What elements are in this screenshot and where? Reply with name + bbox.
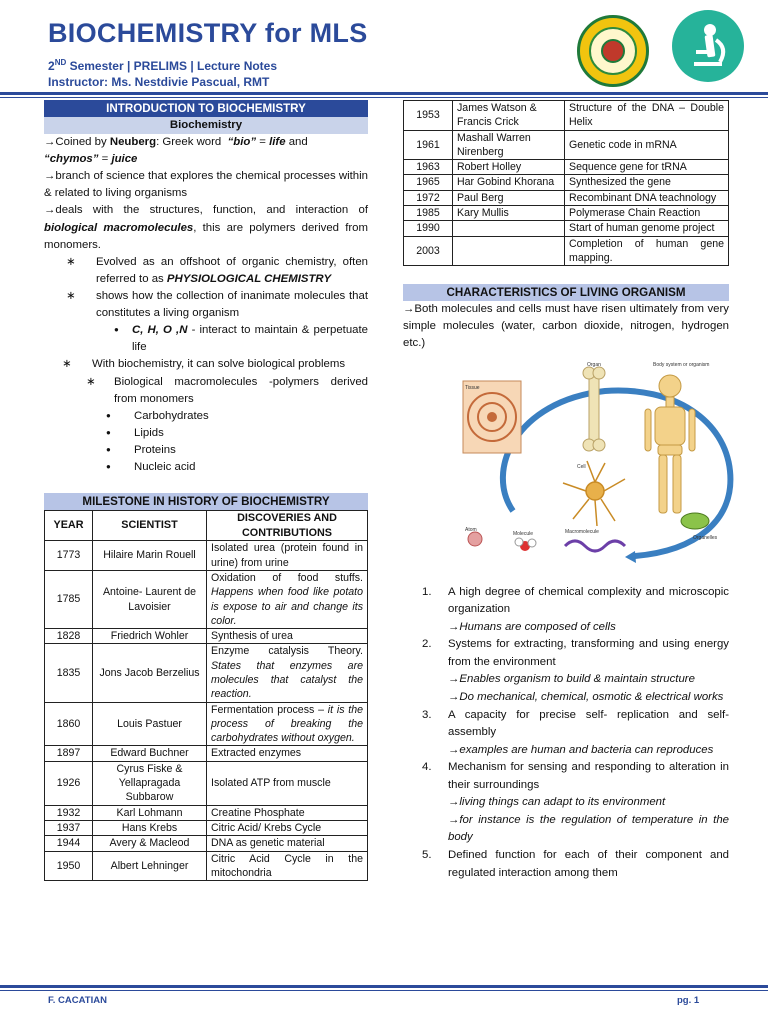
cycle-arrow-arc [503, 390, 731, 555]
list-item [403, 584, 729, 619]
list-item-note: →Humans are composed of cells [448, 620, 616, 633]
item-text: Systems for extracting, transforming and using energy from the environment [448, 638, 729, 668]
characteristics-list [403, 584, 729, 883]
cell-scientist: Antoine- Laurent de Lavoisier [93, 570, 207, 628]
table-row [45, 541, 368, 571]
cell-discovery: Structure of the DNA – Double Helix [565, 101, 729, 131]
item-number: 1. [422, 585, 432, 598]
cell-year: 1972 [404, 190, 453, 205]
figure-label-macromolecule: Macromolecule [565, 528, 599, 535]
levels-of-organization-illustration [455, 361, 745, 576]
section-heading-milestones: MILESTONE IN HISTORY OF BIOCHEMISTRY [44, 493, 368, 510]
cell-scientist: Karl Lohmann [93, 805, 207, 820]
cell-year: 1950 [45, 851, 93, 881]
table-row [404, 221, 729, 236]
figure-label-organelles: Organelles [693, 534, 718, 541]
cell-discovery: Extracted enzymes [207, 746, 368, 761]
cell-discovery: Sequence gene for tRNA [565, 160, 729, 175]
organelle-icon [681, 513, 709, 529]
list-item: ● Lipids [106, 426, 164, 439]
footer-rule [0, 985, 768, 988]
macromolecule-list [44, 408, 368, 476]
page-title: BIOCHEMISTRY for MLS [48, 18, 368, 48]
col-scientist-header: SCIENTIST [93, 511, 207, 541]
table-row [45, 761, 368, 805]
cell-year: 1985 [404, 206, 453, 221]
item-number: 2. [422, 638, 432, 651]
item-text: A capacity for precise self- replication and self-assembly [448, 708, 729, 739]
cell-discovery: Isolated ATP from muscle [207, 761, 368, 805]
milestone-table-right [403, 100, 729, 266]
cell-year: 1937 [45, 820, 93, 835]
cell-icon [563, 461, 625, 526]
section-heading-characteristics: CHARACTERISTICS OF LIVING ORGANISM [403, 284, 729, 301]
table-row [404, 190, 729, 205]
cell-year: 1944 [45, 836, 93, 851]
list-item: ● Nucleic acid [106, 461, 196, 474]
bullet-evolved: ∗ Evolved as an offshoot of organic chemistry, often referred to as PHYSIOLOGICAL CHEMISTRY [66, 255, 368, 285]
item-number: 5. [422, 849, 432, 862]
header-rule [0, 92, 768, 95]
list-item-note: →living things can adapt to its environment [448, 796, 666, 809]
item-number: 4. [422, 761, 432, 774]
item-text: Defined function for each of their component and regulated interaction among them [448, 849, 729, 879]
table-row [45, 836, 368, 851]
figure-label-atom: Atom [465, 526, 477, 533]
col-discoveries-header: DISCOVERIES AND CONTRIBUTIONS [207, 511, 368, 541]
section-heading-intro: INTRODUCTION TO BIOCHEMISTRY [44, 100, 368, 117]
list-item [403, 759, 729, 794]
cell-year: 1773 [45, 541, 93, 571]
table-row [404, 130, 729, 160]
cell-scientist: Jons Jacob Berzelius [93, 644, 207, 702]
levels-of-organization-figure [455, 361, 745, 576]
table-row [404, 206, 729, 221]
list-item-note: →examples are human and bacteria can reproduces [448, 743, 714, 756]
cell-discovery: Recombinant DNA teachnology [565, 190, 729, 205]
intro-paragraph-coined: →Coined by Neuberg: Greek word “bio” = life and “chymos” = juice [44, 136, 308, 166]
cell-discovery: Start of human genome project [565, 221, 729, 236]
cell-year: 1860 [45, 702, 93, 746]
figure-label-cell: Cell [577, 463, 586, 470]
cell-scientist: James Watson & Francis Crick [453, 101, 565, 131]
cell-year: 1965 [404, 175, 453, 190]
subheading-biochemistry: Biochemistry [44, 117, 368, 134]
atom-icon [468, 532, 482, 546]
cell-scientist: Hilaire Marin Rouell [93, 541, 207, 571]
header-rule-thin [0, 97, 768, 98]
list-item [403, 847, 729, 882]
cell-scientist: Albert Lehninger [93, 851, 207, 881]
table-row [45, 629, 368, 644]
cell-discovery: Synthesis of urea [207, 629, 368, 644]
cell-scientist: Cyrus Fiske & Yellapragada Subbarow [93, 761, 207, 805]
bullet-solve: ∗ With biochemistry, it can solve biological problems [62, 358, 346, 371]
item-text: Mechanism for sensing and responding to alteration in their surroundings [448, 761, 729, 791]
cell-scientist [453, 221, 565, 236]
cell-year: 1932 [45, 805, 93, 820]
figure-label-organism: Body system or organism [653, 361, 710, 368]
list-item-note: →Enables organism to build & maintain structure [448, 673, 695, 686]
header-subtitle [48, 58, 277, 90]
cell-discovery: Citric Acid Cycle in the mitochondria [207, 851, 368, 881]
cell-scientist: Avery & Macleod [93, 836, 207, 851]
characteristics-intro: →Both molecules and cells must have risen ultimately from very simple molecules (water, carbon dioxide, nitrogen, hydrogen etc.) [403, 303, 729, 350]
list-item [403, 707, 729, 742]
microscope-logo-icon [672, 10, 744, 82]
cell-discovery: DNA as genetic material [207, 836, 368, 851]
table-row [45, 702, 368, 746]
cell-year: 1990 [404, 221, 453, 236]
cell-discovery: Isolated urea (protein found in urine) from urine [207, 541, 368, 571]
table-row [45, 644, 368, 702]
macromolecule-icon [565, 541, 625, 551]
cell-scientist: Kary Mullis [453, 206, 565, 221]
milestone-table-left [44, 510, 368, 881]
cell-year: 1953 [404, 101, 453, 131]
bone-organ-icon [589, 371, 599, 446]
cell-year: 1926 [45, 761, 93, 805]
cell-scientist [453, 236, 565, 266]
table-row [45, 570, 368, 628]
cell-scientist: Har Gobind Khorana [453, 175, 565, 190]
table-row [404, 101, 729, 131]
bullet-shows: ∗ shows how the collection of inanimate molecules that constitutes a living organism [66, 289, 368, 320]
intro-paragraph-branch: →branch of science that explores the chemical processes within & related to living organisms [44, 170, 368, 200]
cell-discovery: Enzyme catalysis Theory. States that enzymes are molecules that catalyst the reaction. [207, 644, 368, 702]
university-seal-logo [577, 15, 649, 87]
cell-year: 1897 [45, 746, 93, 761]
cell-scientist: Hans Krebs [93, 820, 207, 835]
table-row [45, 805, 368, 820]
list-item-note: →for instance is the regulation of temperature in the body [448, 813, 729, 844]
semester-line: 2ND Semester | PRELIMS | Lecture Notes [48, 58, 278, 73]
table-row [404, 160, 729, 175]
cell-year: 1828 [45, 629, 93, 644]
cell-scientist: Robert Holley [453, 160, 565, 175]
figure-label-organ: Organ [587, 361, 601, 368]
list-item [403, 636, 729, 671]
cell-year: 1785 [45, 570, 93, 628]
bullet-chon: ● C, H, O ,N - interact to maintain & perpetuate life [114, 324, 368, 354]
table-row [45, 820, 368, 835]
list-item: ● Carbohydrates [106, 409, 209, 422]
cell-scientist: Edward Buchner [93, 746, 207, 761]
table-row [404, 175, 729, 190]
cell-scientist: Louis Pastuer [93, 702, 207, 746]
cell-discovery: Completion of human gene mapping. [565, 236, 729, 266]
item-text: A high degree of chemical complexity and microscopic organization [448, 585, 729, 616]
table-row [45, 746, 368, 761]
col-year-header: YEAR [45, 511, 93, 541]
cell-scientist: Mashall Warren Nirenberg [453, 130, 565, 160]
intro-paragraph-deals: →deals with the structures, function, and interaction of biological macromolecules, this are polymers derived from monomers. [44, 204, 368, 251]
table-row [45, 851, 368, 881]
cell-scientist: Paul Berg [453, 190, 565, 205]
footer-rule-thin [0, 990, 768, 991]
figure-label-tissue: Tissue [465, 384, 480, 391]
page-number: pg. 1 [677, 995, 700, 1006]
cell-discovery: Creatine Phosphate [207, 805, 368, 820]
list-item: ● Proteins [106, 443, 176, 456]
item-number: 3. [422, 708, 432, 721]
table-row [404, 236, 729, 266]
bullet-macromolecules: ∗ Biological macromolecules -polymers derived from monomers [86, 375, 368, 405]
left-column [44, 100, 368, 881]
cell-year: 2003 [404, 236, 453, 266]
cell-year: 1963 [404, 160, 453, 175]
list-item-note: →Do mechanical, chemical, osmotic & electrical works [448, 690, 724, 703]
cell-year: 1835 [45, 644, 93, 702]
cell-discovery: Citric Acid/ Krebs Cycle [207, 820, 368, 835]
cycle-arrow-head [625, 551, 636, 563]
figure-label-molecule: Molecule [513, 530, 534, 537]
instructor-line: Instructor: Ms. Nestdivie Pascual, RMT [48, 74, 270, 89]
cell-discovery: Polymerase Chain Reaction [565, 206, 729, 221]
cell-discovery: Genetic code in mRNA [565, 130, 729, 160]
cell-discovery: Fermentation process – it is the process of breaking the carbohydrates without oxygen. [207, 702, 368, 746]
right-column [403, 100, 729, 882]
cell-discovery: Synthesized the gene [565, 175, 729, 190]
cell-scientist: Friedrich Wohler [93, 629, 207, 644]
cell-year: 1961 [404, 130, 453, 160]
cell-discovery: Oxidation of food stuffs. Happens when food like potato is expose to air and change its color. [207, 570, 368, 628]
footer-author: F. CACATIAN [48, 995, 107, 1006]
table-header-row [45, 511, 368, 541]
